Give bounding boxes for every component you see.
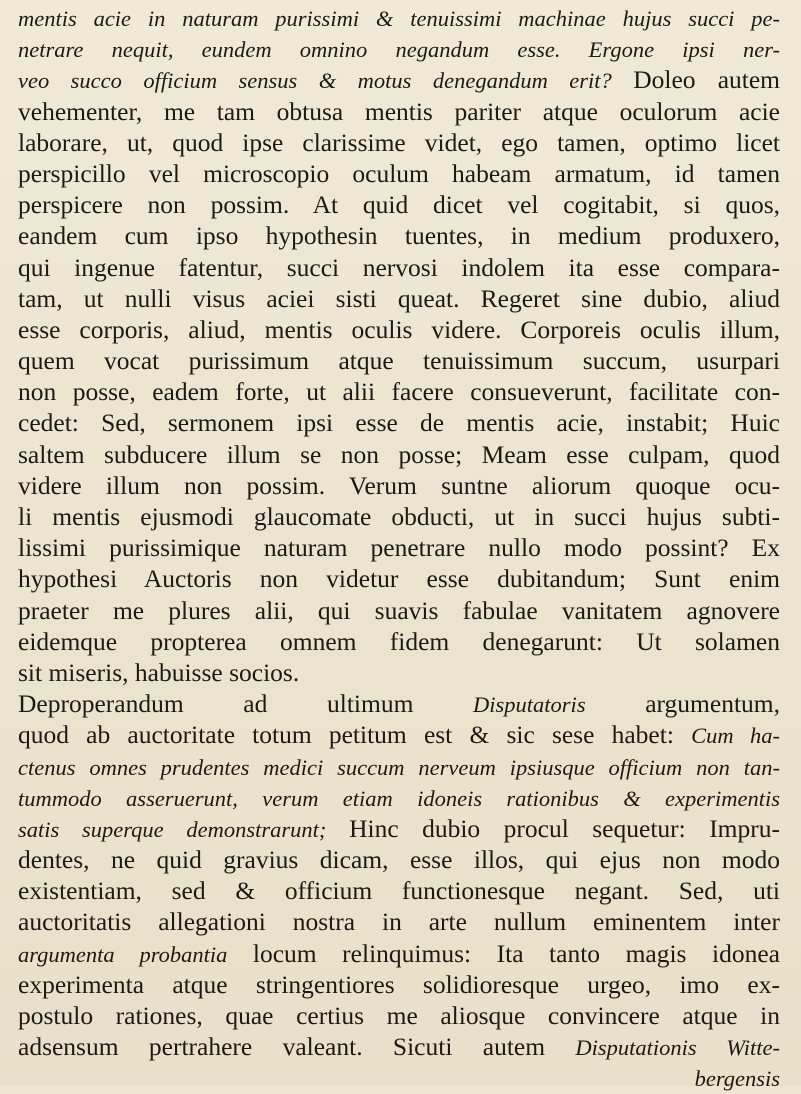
text-line	[18, 751, 780, 782]
text-line	[18, 1000, 780, 1031]
text-line	[18, 96, 780, 127]
text-run: perspicere non possim. At quid dicet vel cogitabit, si quos,	[18, 190, 780, 220]
text-run: qui ingenue fatentur, succi nervosi indolem ita esse compara-	[18, 252, 780, 282]
italic-text: netrare nequit, eundem omnino negandum esse. Ergone ipsi ner-	[18, 37, 780, 63]
text-run: eidemque propterea omnem fidem denegarunt: Ut solamen	[18, 626, 780, 656]
text-line	[18, 314, 780, 345]
text-line	[18, 563, 780, 594]
text-run: li mentis ejusmodi glaucomate obducti, ut in succi hujus subti-	[18, 502, 780, 531]
text-line	[18, 127, 780, 158]
italic-text: Disputationis Witte-	[575, 1035, 780, 1061]
text-line	[18, 938, 780, 969]
text-run: hypothesi Auctoris non videtur esse dubitandum; Sunt enim	[18, 564, 780, 594]
text-line	[18, 844, 780, 875]
italic-text: veo succo officium sensus & motus denegandum erit?	[18, 68, 634, 94]
text-run: postulo rationes, quae certius me aliosque convincere atque in	[18, 1001, 780, 1030]
text-line	[18, 782, 780, 813]
text-line	[18, 189, 780, 220]
italic-text: bergensis	[694, 1066, 780, 1092]
text-run: quem vocat purissimum atque tenuissimum succum, usurpari	[18, 346, 780, 376]
text-line	[18, 719, 780, 750]
text-run: argumentum,	[585, 689, 780, 719]
italic-text: ctenus omnes prudentes medici succum nerveum ipsiusque officium non tan-	[18, 754, 780, 780]
text-run: dentes, ne quid gravius dicam, esse illos, qui ejus non modo	[18, 845, 780, 875]
text-run: vehementer, me tam obtusa mentis pariter atque oculorum acie	[18, 96, 780, 126]
text-run: videre illum non possim. Verum suntne aliorum quoque ocu-	[18, 470, 780, 500]
text-line	[18, 158, 780, 189]
text-line	[18, 1062, 780, 1093]
text-line	[18, 501, 780, 532]
text-run: perspicillo vel microscopio oculum habeam armatum, id tamen	[18, 158, 780, 188]
text-run: laborare, ut, quod ipse clarissime videt, ego tamen, optimo licet	[18, 127, 780, 157]
text-run: locum relinquimus: Ita tanto magis idonea	[227, 938, 780, 968]
text-run: existentiam, sed & officium functionesque negant. Sed, uti	[18, 876, 780, 906]
text-line	[18, 657, 780, 688]
text-line	[18, 2, 780, 33]
italic-text: tummodo asseruerunt, verum etiam idoneis rationibus & experimentis	[18, 785, 780, 811]
text-line	[18, 595, 780, 626]
text-line	[18, 376, 780, 407]
text-line	[18, 470, 780, 501]
text-run: lissimi purissimique naturam penetrare nullo modo possint? Ex	[18, 533, 780, 563]
text-run: praeter me plures alii, qui suavis fabulae vanitatem agnovere	[18, 595, 780, 625]
text-line	[18, 626, 780, 657]
text-line	[18, 283, 780, 314]
text-line	[18, 532, 780, 563]
text-run: eandem cum ipso hypothesin tuentes, in medium produxero,	[18, 221, 780, 251]
italic-text: mentis acie in naturam purissimi & tenuissimi machinae hujus succi pe-	[18, 6, 780, 31]
text-line	[18, 64, 780, 95]
text-run: saltem subducere illum se non posse; Meam esse culpam, quod	[18, 439, 780, 469]
text-run: quod ab auctoritate totum petitum est & sic sese habet:	[18, 720, 692, 750]
text-run: esse corporis, aliud, mentis oculis videre. Corporeis oculis illum,	[18, 314, 780, 344]
text-run: experimenta atque stringentiores solidioresque urgeo, imo ex-	[18, 969, 780, 999]
text-line	[18, 33, 780, 64]
italic-text: argumenta probantia	[18, 941, 228, 967]
text-run: Deproperandum ad ultimum	[18, 689, 474, 719]
text-line	[18, 813, 780, 844]
text-run: sit miseris, habuisse socios.	[18, 657, 300, 687]
text-run: adsensum pertrahere valeant. Sicuti autem	[18, 1032, 576, 1062]
text-line	[18, 969, 780, 1000]
text-run: auctoritatis allegationi nostra in arte nullum eminentem inter	[18, 907, 780, 937]
text-line	[18, 252, 780, 283]
text-run: cedet: Sed, sermonem ipsi esse de mentis acie, instabit; Huic	[18, 408, 780, 438]
text-line	[18, 875, 780, 906]
italic-text: Cum ha-	[691, 723, 780, 749]
text-run: non posse, eadem forte, ut alii facere consueverunt, facilitate con-	[18, 377, 780, 407]
italic-text: satis superque demonstrarunt;	[18, 816, 350, 842]
text-run: Hinc dubio procul sequetur: Impru-	[349, 813, 780, 843]
text-line	[18, 345, 780, 376]
text-line	[18, 439, 780, 470]
text-line	[18, 1031, 780, 1062]
text-line	[18, 906, 780, 937]
text-line	[18, 407, 780, 438]
body-text	[18, 2, 780, 1094]
text-line	[18, 688, 780, 719]
text-run: tam, ut nulli visus aciei sisti queat. Regeret sine dubio, aliud	[18, 283, 780, 313]
italic-text: Disputatoris	[473, 692, 586, 718]
text-run: Doleo autem	[633, 65, 780, 95]
text-line	[18, 220, 780, 251]
